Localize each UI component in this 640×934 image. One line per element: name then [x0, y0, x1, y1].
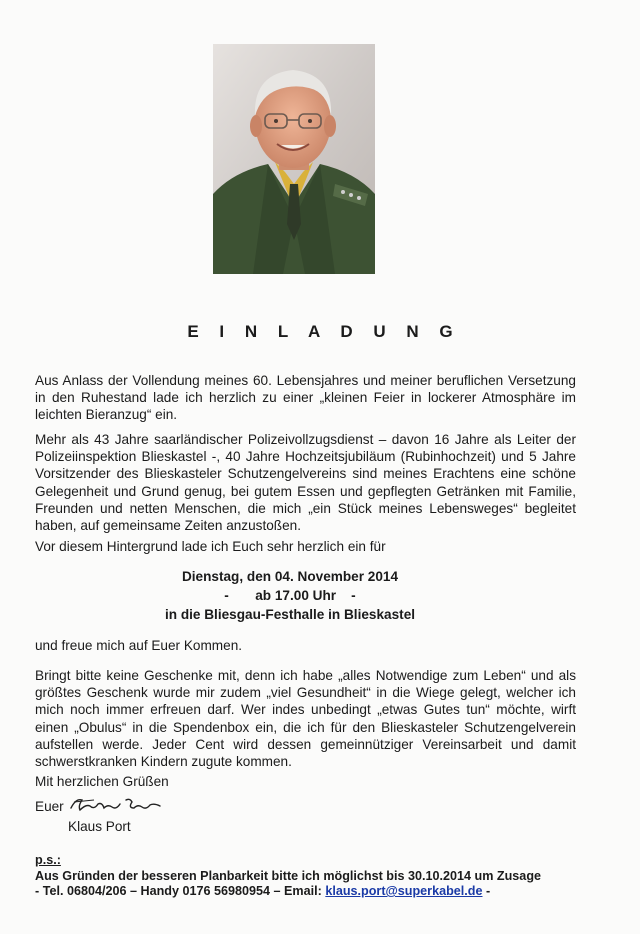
intro-paragraph: Aus Anlass der Vollendung meines 60. Lebensjahres und meiner beruflichen Versetzung in den Ruhestand lade ich herzlich zu einer „kleinen Feier in lockerer Atmosphäre im leichten Bieranzug“ ein.: [35, 373, 576, 423]
career-paragraph: Mehr als 43 Jahre saarländischer Polizeivollzugsdienst – davon 16 Jahre als Leiter der Polizeiinspektion Blieskastel -, 40 Jahre Hochzeitsjubiläum (Rubinhochzeit) und 5 Jahre Vorsitzender des Blieskasteler Schutzengelvereins sind meines Erachtens eine schöne Gelegenheit und Grund genug, bei gutem Essen und gepflegten Getränken mit Familie, Freunden und netten Menschen, die mich „ein Stück meines Lebensweges“ begleitet haben, auf gemeinsame Zeiten anzustoßen.: [35, 432, 576, 534]
signature-block: [35, 798, 131, 834]
page-title: E I N L A D U N G: [187, 322, 461, 341]
greeting-line: Mit herzlichen Grüßen: [35, 774, 169, 789]
event-details: [0, 567, 580, 624]
ps-line-1: Aus Gründen der besseren Planbarkeit bitte ich möglichst bis 30.10.2014 um Zusage: [35, 868, 542, 883]
signer-name: Klaus Port: [68, 819, 131, 834]
ps-contact-prefix: - Tel. 06804/206 – Handy 0176 56980954 – Email:: [35, 884, 326, 898]
email-link[interactable]: klaus.port@superkabel.de: [325, 884, 483, 898]
invite-line: Vor diesem Hintergrund lade ich Euch sehr herzlich ein für: [35, 539, 386, 554]
event-date: Dienstag, den 04. November 2014: [181, 569, 399, 584]
event-venue: in die Bliesgau-Festhalle in Blieskastel: [164, 607, 416, 622]
event-time: - ab 17.00 Uhr -: [224, 588, 356, 603]
looking-forward-line: und freue mich auf Euer Kommen.: [35, 638, 243, 653]
ps-label: p.s.:: [35, 853, 61, 867]
ps-contact-suffix: -: [482, 884, 491, 898]
postscript: [35, 853, 595, 900]
closing-word: Euer: [35, 799, 64, 814]
gifts-paragraph: Bringt bitte keine Geschenke mit, denn ich habe „alles Notwendige zum Leben“ und als größtes Geschenk wurde mir zudem „viel Gesundheit“ in die Wiege gelegt, welcher ich mich noch immer erfreuen darf. Wer indes unbedingt „etwas Gutes tun“ möchte, wirft einen „Obulus“ in die Spendenbox ein, die ich für den Blieskasteler Schutzengelverein aufstellen werde. Jeder Cent wird dessen gemeinnütziger Vereinsarbeit und damit schwerstkranken Kindern zugute kommen.: [35, 668, 576, 770]
handwritten-signature: [68, 794, 163, 816]
ps-line-2: [35, 884, 595, 900]
portrait-photo: [213, 44, 375, 274]
portrait-illustration: [213, 44, 375, 274]
